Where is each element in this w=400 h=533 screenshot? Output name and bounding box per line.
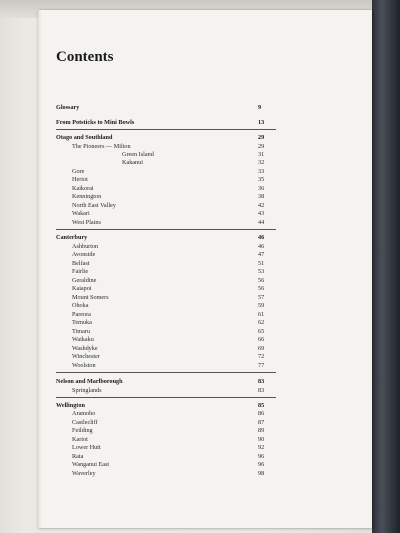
toc-section-heading: From Potsticks to Mini Bowls <box>56 119 135 126</box>
toc-entry <box>0 335 400 344</box>
toc-entry <box>0 158 400 167</box>
section-divider <box>56 372 276 373</box>
toc-entry-label: Geraldine <box>72 277 97 284</box>
toc-entry-label: Pareora <box>72 311 91 318</box>
toc-entry-label: West Plains <box>72 219 101 226</box>
toc-entry-label: Winchester <box>72 353 100 360</box>
toc-entry <box>0 118 400 127</box>
toc-entry <box>0 301 400 310</box>
toc-entry-label: Wanganui East <box>72 461 110 468</box>
toc-entry-label: Kennington <box>72 193 102 200</box>
toc-page-number: 66 <box>258 336 265 343</box>
toc-entry <box>0 209 400 218</box>
toc-page-number: 56 <box>258 285 265 292</box>
toc-entry-label: Heriot <box>72 176 88 183</box>
toc-page-number: 98 <box>258 470 265 477</box>
toc-section-heading: Wellington <box>56 402 85 409</box>
toc-entry <box>0 175 400 184</box>
toc-entry-label: Rata <box>72 453 84 460</box>
toc-page-number: 61 <box>258 311 265 318</box>
toc-entry-label: Fairlie <box>72 268 89 275</box>
toc-page-number: 42 <box>258 202 265 209</box>
toc-entry-label: Kakanui <box>122 159 143 166</box>
toc-page-number: 77 <box>258 362 265 369</box>
toc-page-number: 69 <box>258 345 265 352</box>
toc-page-number: 56 <box>258 277 265 284</box>
toc-entry-label: Washdyke <box>72 345 98 352</box>
toc-entry-label: Gore <box>72 168 85 175</box>
toc-page-number: 43 <box>258 210 265 217</box>
toc-page-number: 47 <box>258 251 265 258</box>
toc-entry <box>0 377 400 386</box>
toc-page-number: 38 <box>258 193 265 200</box>
toc-entry-label: Lower Hutt <box>72 444 101 451</box>
toc-entry <box>0 233 400 242</box>
toc-entry-label: North East Valley <box>72 202 116 209</box>
toc-entry <box>0 284 400 293</box>
toc-entry <box>0 267 400 276</box>
toc-page-number: 32 <box>258 159 265 166</box>
toc-page-number: 51 <box>258 260 265 267</box>
toc-page-number: 13 <box>258 119 265 126</box>
section-divider <box>56 397 276 398</box>
toc-entry-label: Kaikorai <box>72 185 94 192</box>
toc-page-number: 44 <box>258 219 265 226</box>
toc-page-number: 29 <box>258 143 265 150</box>
toc-entry <box>0 361 400 370</box>
toc-page-number: 86 <box>258 410 265 417</box>
toc-entry <box>0 386 400 395</box>
toc-section-heading: Nelson and Marlborough <box>56 378 123 385</box>
toc-page-number: 87 <box>258 419 265 426</box>
toc-entry <box>0 250 400 259</box>
toc-entry-label: Kariot <box>72 436 88 443</box>
toc-page-number: 59 <box>258 302 265 309</box>
toc-entry <box>0 443 400 452</box>
toc-entry <box>0 103 400 112</box>
toc-page-number: 72 <box>258 353 265 360</box>
toc-entry-label: Woolston <box>72 362 96 369</box>
toc-page-number: 9 <box>258 104 262 111</box>
toc-entry-label: Springlands <box>72 387 102 394</box>
toc-entry-label: Kaiapoi <box>72 285 92 292</box>
toc-section-heading: Canterbury <box>56 234 88 241</box>
toc-entry-label: Waikaku <box>72 336 94 343</box>
toc-entry <box>0 133 400 142</box>
toc-entry <box>0 352 400 361</box>
toc-page-number: 92 <box>258 444 265 451</box>
toc-entry-label: Timaru <box>72 328 90 335</box>
toc-page-number: 57 <box>258 294 265 301</box>
toc-page-number: 89 <box>258 427 265 434</box>
toc-page-number: 36 <box>258 185 265 192</box>
toc-entry <box>0 426 400 435</box>
toc-page-number: 35 <box>258 176 265 183</box>
toc-entry-label: Wakari <box>72 210 90 217</box>
toc-entry <box>0 469 400 478</box>
toc-page-number: 96 <box>258 453 265 460</box>
toc-entry <box>0 218 400 227</box>
toc-entry-label: Belfast <box>72 260 90 267</box>
toc-page-number: 46 <box>258 243 265 250</box>
toc-entry-label: Ohoka <box>72 302 89 309</box>
toc-page-number: 85 <box>258 402 265 409</box>
toc-entry-label: Waverley <box>72 470 96 477</box>
page-title: Contents <box>56 49 114 65</box>
section-divider <box>56 229 276 230</box>
toc-entry-label: Aramoho <box>72 410 96 417</box>
toc-page-number: 53 <box>258 268 265 275</box>
toc-page-number: 62 <box>258 319 265 326</box>
toc-page-number: 83 <box>258 387 265 394</box>
toc-page-number: 83 <box>258 378 265 385</box>
toc-page-number: 31 <box>258 151 265 158</box>
toc-entry <box>0 409 400 418</box>
toc-page-number: 46 <box>258 234 265 241</box>
toc-entry-label: Ashburton <box>72 243 99 250</box>
toc-entry-label: The Pioneers — Milton <box>72 143 131 150</box>
toc-page-number: 96 <box>258 461 265 468</box>
toc-entry-label: Castlecliff <box>72 419 98 426</box>
toc-entry-label: Feilding <box>72 427 93 434</box>
toc-section-heading: Glossary <box>56 104 80 111</box>
section-divider <box>56 129 276 130</box>
toc-page-number: 90 <box>258 436 265 443</box>
toc-section-heading: Otago and Southland <box>56 134 113 141</box>
toc-entry-label: Mount Somers <box>72 294 109 301</box>
toc-entry <box>0 192 400 201</box>
toc-entry <box>0 460 400 469</box>
toc-entry-label: Green Island <box>122 151 154 158</box>
toc-entry-label: Temuka <box>72 319 92 326</box>
toc-page-number: 65 <box>258 328 265 335</box>
toc-entry-label: Avonside <box>72 251 96 258</box>
toc-page-number: 33 <box>258 168 265 175</box>
toc-entry <box>0 318 400 327</box>
toc-page-number: 29 <box>258 134 265 141</box>
